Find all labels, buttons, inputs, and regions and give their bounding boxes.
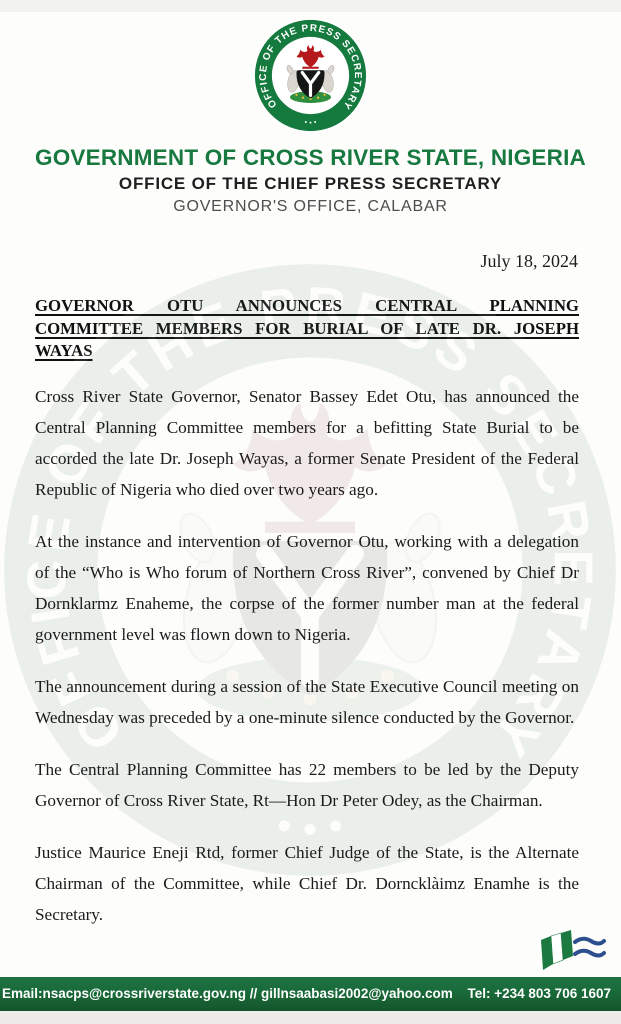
office-subtitle: OFFICE OF THE CHIEF PRESS SECRETARY bbox=[118, 173, 503, 193]
paragraph-2: At the instance and intervention of Governor Otu, working with a delegation of the “Who is Who forum of Northern Cross River”, convened by Chief Dr Dornklarmz Enaheme, the corpse of the former number man at the federal government level was flown down to Nigeria. bbox=[35, 531, 579, 644]
page-bottom-edge bbox=[0, 1011, 621, 1024]
headline-line-3: WAYAS bbox=[35, 341, 93, 361]
paragraph-5: Justice Maurice Eneji Rtd, former Chief Judge of the State, is the Alternate Chairman of the Committee, while Chief Dr. Dorncklàimz Enamhe is the Secretary. bbox=[35, 842, 579, 924]
paragraph-1: Cross River State Governor, Senator Bassey Edet Otu, has announced the Central Planning Committee members for a befitting State Burial to be accorded the late Dr. Joseph Wayas, a former Senate President of the Federal Republic of Nigeria who died over two years ago. bbox=[35, 386, 579, 499]
article-body bbox=[35, 381, 579, 930]
footer-tel: Tel: +234 803 706 1607 bbox=[467, 986, 611, 1002]
press-secretary-seal-icon bbox=[252, 17, 369, 134]
letterhead bbox=[0, 0, 621, 216]
headline-line-1: GOVERNOR OTU ANNOUNCES CENTRAL PLANNING bbox=[35, 296, 579, 316]
location-line: GOVERNOR'S OFFICE, CALABAR bbox=[173, 198, 448, 216]
headline-line-2: COMMITTEE MEMBERS FOR BURIAL OF LATE DR. JOSEPH bbox=[35, 318, 579, 338]
paragraph-4: The Central Planning Committee has 22 members to be led by the Deputy Governor of Cross River State, Rt—Hon Dr Peter Odey, as the Chairman. bbox=[35, 759, 579, 810]
date-line: July 18, 2024 bbox=[480, 251, 578, 272]
headline bbox=[35, 295, 579, 363]
org-title: GOVERNMENT OF CROSS RIVER STATE, NIGERIA bbox=[35, 145, 586, 170]
paragraph-3: The announcement during a session of the State Executive Council meeting on Wednesday was preceded by a one-minute silence conducted by the Governor. bbox=[35, 676, 579, 727]
nigeria-flag-icon bbox=[529, 926, 609, 978]
footer-bar bbox=[0, 977, 621, 1011]
footer-email: Email:nsacps@crossriverstate.gov.ng // gillnsaabasi2002@yahoo.com bbox=[2, 986, 453, 1002]
